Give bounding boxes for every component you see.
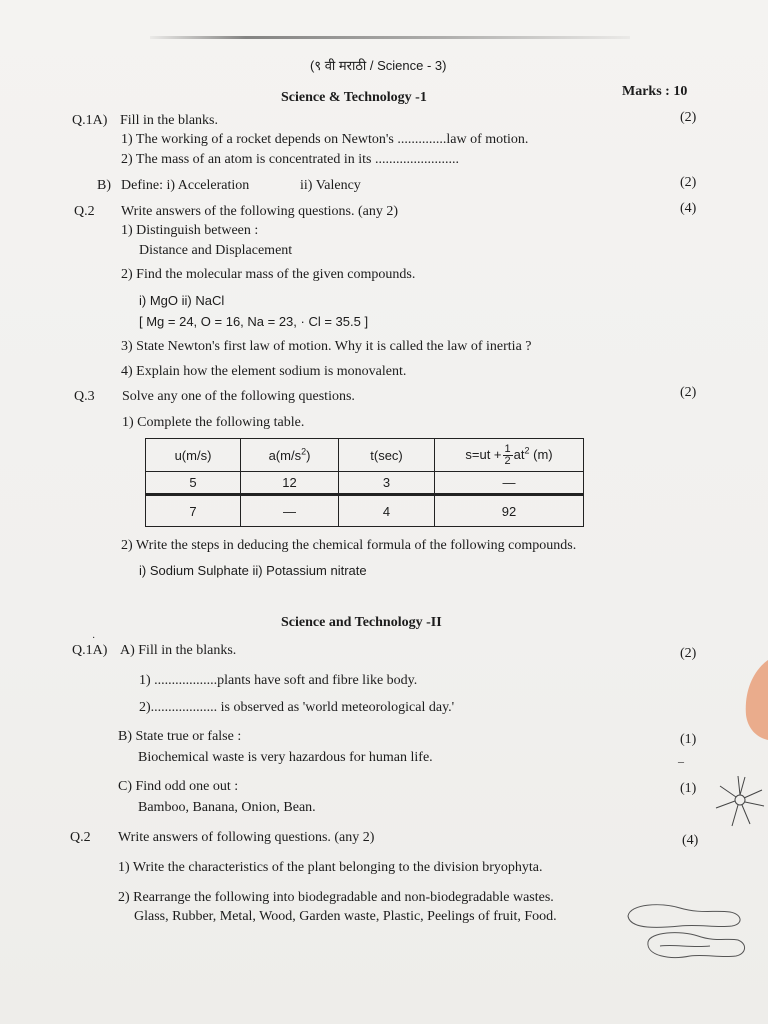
header-t: t(sec) xyxy=(339,439,435,472)
p2-q2-text: Write answers of following questions. (any 2) xyxy=(118,830,375,845)
header-u: u(m/s) xyxy=(146,439,241,472)
q2-item-1: 1) Distinguish between : xyxy=(121,223,259,238)
q1b-text-2: ii) Valency xyxy=(300,178,361,193)
q2-marks: (4) xyxy=(680,201,697,216)
p2-q1c-items: Bamboo, Banana, Onion, Bean. xyxy=(138,800,316,815)
cell-u: 5 xyxy=(146,472,241,495)
footprint-doodle xyxy=(620,898,750,978)
p2-q1b-marks: (1) xyxy=(680,732,697,747)
q2-item-2: 2) Find the molecular mass of the given compounds. xyxy=(121,267,416,282)
q2-item-2a: i) MgO ii) NaCl xyxy=(139,293,225,308)
p2-q1b-text: B) State true or false : xyxy=(118,729,242,744)
part2-title: Science and Technology -II xyxy=(281,615,442,630)
cell-t: 4 xyxy=(339,495,435,527)
q1b-label: B) xyxy=(97,178,111,193)
q1a-text: Fill in the blanks. xyxy=(120,113,218,128)
cell-u: 7 xyxy=(146,495,241,527)
p2-q1a-text: A) Fill in the blanks. xyxy=(120,643,237,658)
p2-q2-marks: (4) xyxy=(682,833,699,848)
paper-code: (९ वी मराठी / Science - 3) xyxy=(310,58,447,73)
p2-q2-label: Q.2 xyxy=(70,830,91,845)
q2-text: Write answers of the following questions. (any 2) xyxy=(121,204,399,219)
q1a-label: Q.1A) xyxy=(72,113,108,128)
p2-q1a-marks: (2) xyxy=(680,646,697,661)
p2-q1a-label: Q.1A) xyxy=(72,643,108,658)
cell-a: — xyxy=(241,495,339,527)
part1-title: Science & Technology -1 xyxy=(281,90,427,105)
table-row xyxy=(146,495,584,527)
q3-text: Solve any one of the following questions. xyxy=(122,389,355,404)
p2-q2-item-2: 2) Rearrange the following into biodegradable and non-biodegradable wastes. xyxy=(118,890,554,905)
q1a-marks: (2) xyxy=(680,110,697,125)
q3-item-1: 1) Complete the following table. xyxy=(122,415,305,430)
q1a-item-1: 1) The working of a rocket depends on Newton's ..............law of motion. xyxy=(121,132,529,147)
flower-doodle xyxy=(712,770,768,830)
q3-label: Q.3 xyxy=(74,389,95,404)
cell-t: 3 xyxy=(339,472,435,495)
motion-table xyxy=(145,438,584,527)
p2-q1a-item-2: 2)................... is observed as 'world meteorological day.' xyxy=(139,700,455,715)
header-s: s=ut + $\frac{1}{2}$ $at^2$ (m) xyxy=(435,439,584,472)
p2-q1b-statement: Biochemical waste is very hazardous for human life. xyxy=(138,750,433,765)
q3-marks: (2) xyxy=(680,385,697,400)
q2-item-4: 4) Explain how the element sodium is monovalent. xyxy=(121,364,407,379)
marks-total: Marks : 10 xyxy=(622,84,688,99)
q2-item-2b: [ Mg = 24, O = 16, Na = 23, · Cl = 35.5 ] xyxy=(139,314,369,329)
q3-item-2: 2) Write the steps in deducing the chemical formula of the following compounds. xyxy=(121,538,577,553)
top-rule xyxy=(150,36,630,39)
table-row xyxy=(146,472,584,495)
p2-q2-item-2b: Glass, Rubber, Metal, Wood, Garden waste, Plastic, Peelings of fruit, Food. xyxy=(134,909,557,924)
finger-shadow xyxy=(740,660,768,740)
p2-q1a-item-1: 1) ..................plants have soft and fibre like body. xyxy=(139,673,418,688)
p2-q2-item-1: 1) Write the characteristics of the plant belonging to the division bryophyta. xyxy=(118,860,543,875)
q2-label: Q.2 xyxy=(74,204,95,219)
q1a-item-2: 2) The mass of an atom is concentrated in its ........................ xyxy=(121,152,460,167)
cell-s: — xyxy=(435,472,584,495)
stray-mark: · xyxy=(92,633,96,644)
cell-a: 12 xyxy=(241,472,339,495)
q1b-text: Define: i) Acceleration xyxy=(121,178,250,193)
dash-mark: – xyxy=(678,754,684,768)
p2-q1c-marks: (1) xyxy=(680,781,697,796)
q1b-marks: (2) xyxy=(680,175,697,190)
q3-item-2a: i) Sodium Sulphate ii) Potassium nitrate xyxy=(139,563,367,578)
table-header-row xyxy=(146,439,584,472)
cell-s: 92 xyxy=(435,495,584,527)
q2-item-3: 3) State Newton's first law of motion. Why it is called the law of inertia ? xyxy=(121,339,532,354)
header-a: $a(m/s^2)$ xyxy=(241,439,339,472)
q2-item-1b: Distance and Displacement xyxy=(139,243,293,258)
p2-q1c-text: C) Find odd one out : xyxy=(118,779,239,794)
